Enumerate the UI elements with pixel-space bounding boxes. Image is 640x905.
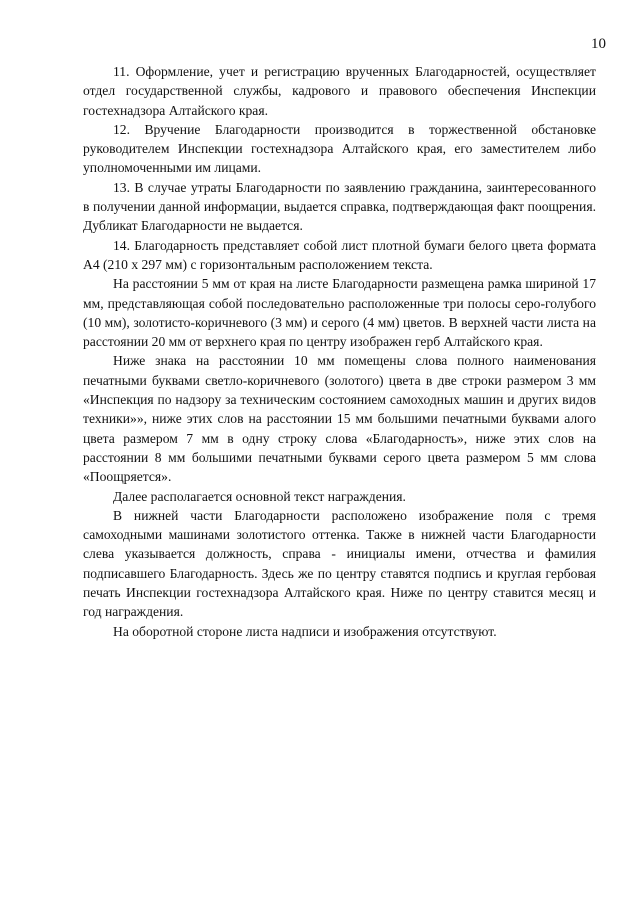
paragraph-frame-description: На расстоянии 5 мм от края на листе Благодарности размещена рамка шириной 17 мм, представляющая собой последовательно расположенные три полосы серо-голубого (10 мм), золотисто-коричневого (3 мм) и серого (4 мм) цветов. В верхней части листа на расстоянии 20 мм от верхнего края по центру изображен герб Алтайского края. (83, 276, 596, 350)
paragraph-item-11: 11. Оформление, учет и регистрацию врученных Благодарностей, осуществляет отдел государственной службы, кадрового и правового обеспечения Инспекции гостехнадзора Алтайского края. (83, 64, 596, 118)
paragraph-item-12: 12. Вручение Благодарности производится в торжественной обстановке руководителем Инспекции гостехнадзора Алтайского края, его заместителем либо уполномоченными им лицами. (83, 121, 596, 176)
paragraph-reverse-side: На оборотной стороне листа надписи и изображения отсутствуют. (113, 623, 497, 639)
paragraph-lettering-description: Ниже знака на расстоянии 10 мм помещены слова полного наименования печатными буквами светло-коричневого (золотого) цвета в две строки размером 3 мм «Инспекция по надзору за техническим состоянием самоходных машин и других видов техники»», ниже этих слов на расстоянии 15 мм большими печатными буквами алого цвета размером 7 мм в одну строку слова «Благодарность», ниже этих слов на расстоянии 8 мм большими печатными буквами серого цвета размером 5 мм слова «Поощряется». (83, 353, 596, 485)
paragraph-main-text: Далее располагается основной текст награждения. (113, 488, 406, 504)
paragraph-item-13: 13. В случае утраты Благодарности по заявлению гражданина, заинтересованного в получении данной информации, выдается справка, подтверждающая факт поощрения. Дубликат Благодарности не выдается. (83, 179, 596, 234)
paragraph-bottom-description: В нижней части Благодарности расположено изображение поля с тремя самоходными машинами золотистого оттенка. Также в нижней части Благодарности слева указывается должность, справа - инициалы имени, отчества и фамилия подписавшего Благодарность. Здесь же по центру ставятся подпись и круглая гербовая печать Инспекции гостехнадзора Алтайского края. Ниже по центру ставится месяц и год награждения. (83, 507, 596, 620)
paragraph-item-14: 14. Благодарность представляет собой лист плотной бумаги белого цвета формата А4 (210 x 297 мм) с горизонтальным расположением текста. (83, 237, 596, 272)
page-number: 10 (591, 36, 606, 52)
document-body (83, 62, 596, 641)
